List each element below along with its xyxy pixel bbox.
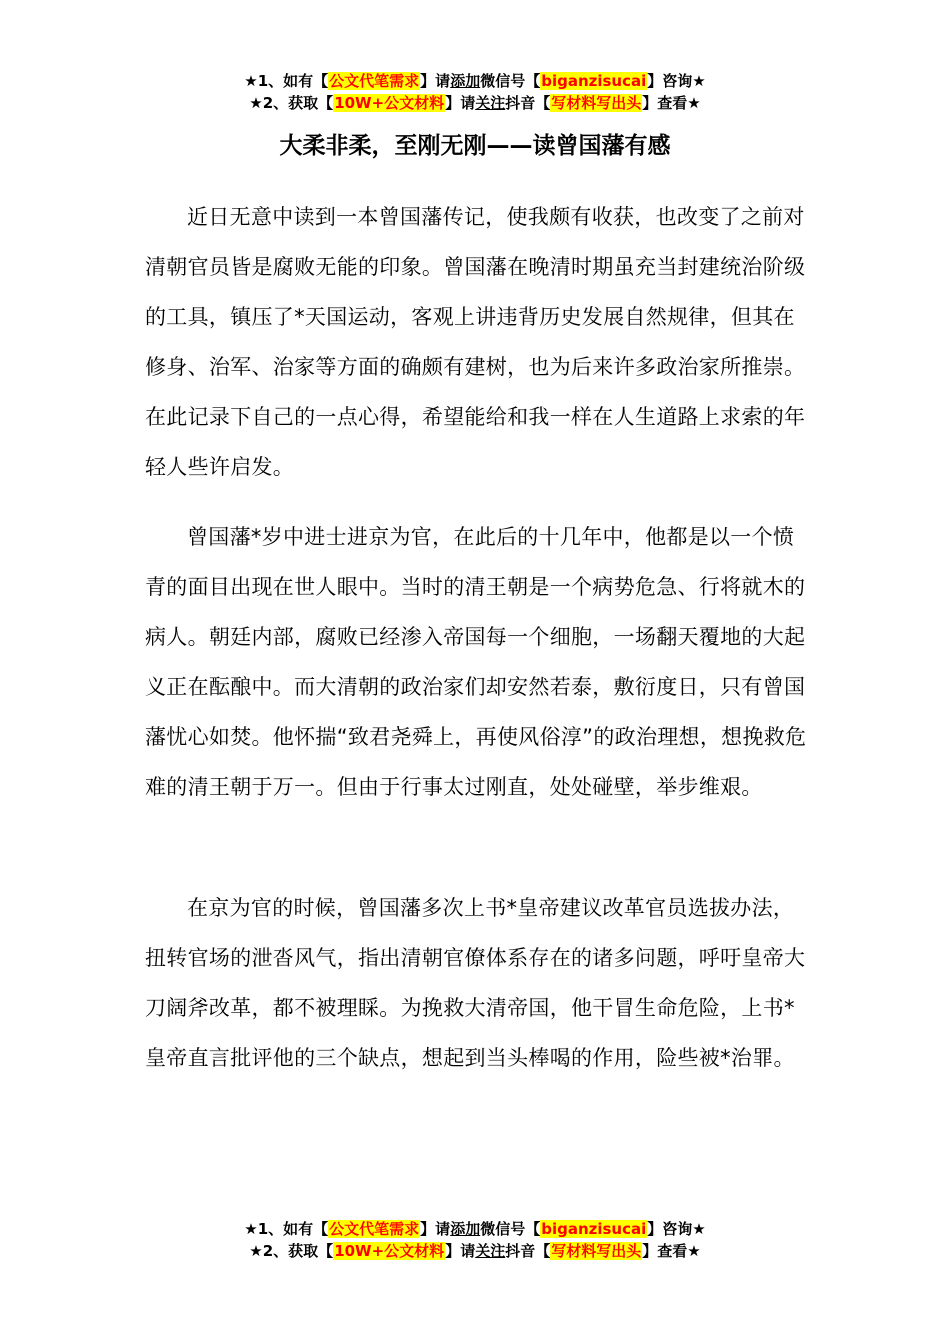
banner-text: 】请 — [420, 1220, 451, 1238]
banner-text: 微信号【 — [480, 72, 541, 90]
paragraph-3 — [145, 883, 809, 1083]
paragraph-2 — [145, 512, 809, 812]
banner-underlined: 添加 — [450, 1220, 481, 1238]
paragraph-text: 近日无意中读到一本曾国藩传记，使我颇有收获，也改变了之前对清朝官员皆是腐败无能的印象。曾国藩在晚清时期虽充当封建统治阶级的工具，镇压了*天国运动，客观上讲违背历史发展自然规律，但其在修身、治军、治家等方面的确颇有建树，也为后来许多政治家所推崇。在此记录下自己的一点心得，希望能给和我一样在人生道路上求索的年轻人些许启发。 — [145, 205, 806, 479]
banner-underlined: 关注 — [475, 1242, 506, 1260]
banner-line-1 — [0, 1218, 950, 1240]
banner-text: 】请 — [420, 72, 451, 90]
banner-text: 抖音【 — [505, 1242, 551, 1260]
banner-text: 】请 — [445, 1242, 476, 1260]
banner-underlined: 关注 — [475, 94, 506, 112]
banner-text: 】请 — [445, 94, 476, 112]
banner-highlight: 写材料写出头 — [551, 94, 642, 112]
banner-highlight: 公文代笔需求 — [329, 1220, 420, 1238]
banner-highlight: biganzisucai — [541, 72, 647, 90]
banner-text: ★2、获取【 — [249, 1242, 334, 1260]
banner-text: ★2、获取【 — [249, 94, 334, 112]
banner-line-2 — [0, 1240, 950, 1262]
banner-underlined: 添加 — [450, 72, 481, 90]
document-title: 大柔非柔，至刚无刚——读曾国藩有感 — [279, 133, 671, 159]
banner-text: 】查看★ — [642, 94, 701, 112]
banner-text: ★1、如有【 — [244, 72, 329, 90]
header-banner — [0, 70, 950, 114]
banner-highlight: biganzisucai — [541, 1220, 647, 1238]
banner-highlight: 写材料写出头 — [551, 1242, 642, 1260]
banner-line-2 — [0, 92, 950, 114]
banner-text: 抖音【 — [505, 94, 551, 112]
footer-banner — [0, 1218, 950, 1262]
banner-text: 】查看★ — [642, 1242, 701, 1260]
banner-text: 】咨询★ — [647, 1220, 706, 1238]
paragraph-text: 在京为官的时候，曾国藩多次上书*皇帝建议改革官员选拔办法，扭转官场的泄沓风气，指出清朝官僚体系存在的诸多问题，呼吁皇帝大刀阔斧改革，都不被理睬。为挽救大清帝国，他干冒生命危险，上书*皇帝直言批评他的三个缺点，想起到当头棒喝的作用，险些被*治罪。 — [145, 896, 806, 1070]
banner-highlight: 10W+公文材料 — [334, 1242, 445, 1260]
banner-text: ★1、如有【 — [244, 1220, 329, 1238]
banner-highlight: 10W+公文材料 — [334, 94, 445, 112]
banner-text: 微信号【 — [480, 1220, 541, 1238]
banner-text: 】咨询★ — [647, 72, 706, 90]
paragraph-1 — [145, 192, 809, 492]
banner-highlight: 公文代笔需求 — [329, 72, 420, 90]
banner-line-1 — [0, 70, 950, 92]
paragraph-text: 曾国藩*岁中进士进京为官，在此后的十几年中，他都是以一个愤青的面目出现在世人眼中。当时的清王朝是一个病势危急、行将就木的病人。朝廷内部，腐败已经渗入帝国每一个细胞，一场翻天覆地的大起义正在酝酿中。而大清朝的政治家们却安然若泰，敷衍度日，只有曾国藩忧心如焚。他怀揣“致君尧舜上，再使风俗淳”的政治理想，想挽救危难的清王朝于万一。但由于行事太过刚直，处处碰壁，举步维艰。 — [145, 525, 807, 799]
